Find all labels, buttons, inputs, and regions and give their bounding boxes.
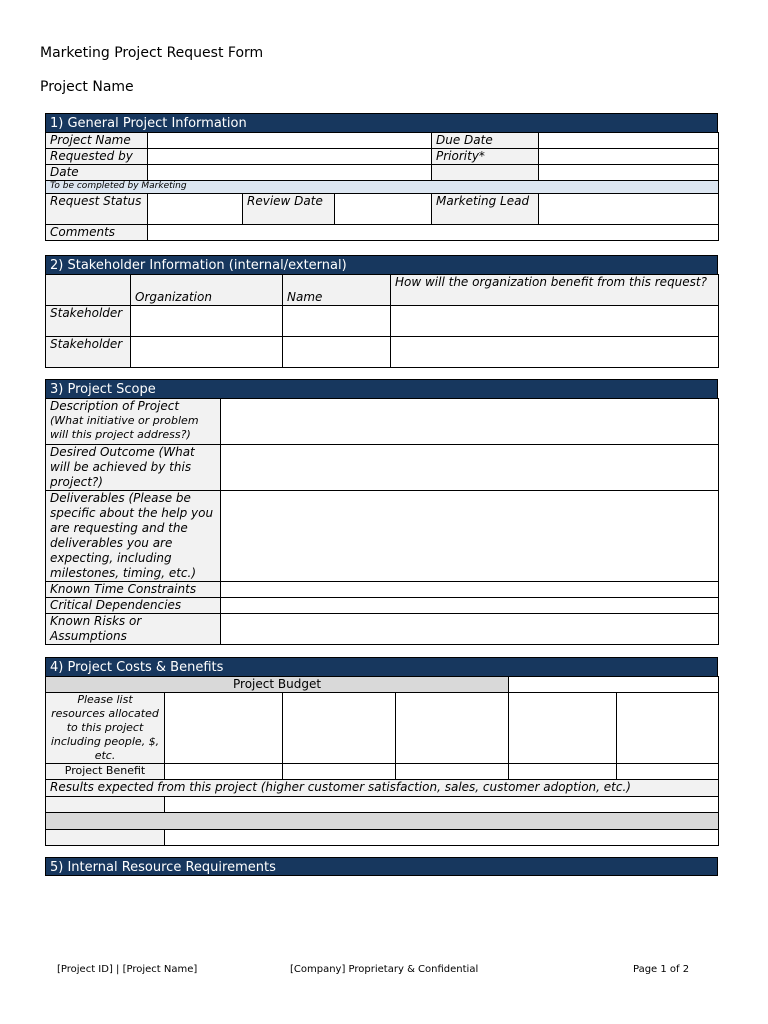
project-name-field[interactable] <box>148 133 432 149</box>
benefit-field[interactable] <box>391 306 719 337</box>
benefit-field[interactable] <box>391 337 719 368</box>
benefit-field[interactable] <box>396 764 509 780</box>
resource-field[interactable] <box>617 693 719 764</box>
section-header: 5) Internal Resource Requirements <box>45 857 718 876</box>
dependencies-field[interactable] <box>221 598 719 614</box>
costs-table <box>45 676 719 846</box>
requested-by-field[interactable] <box>148 149 432 165</box>
project-name-heading: Project Name <box>40 79 134 95</box>
separator-row <box>46 813 719 830</box>
name-field[interactable] <box>283 306 391 337</box>
section-internal-resources <box>45 857 718 876</box>
results-field[interactable] <box>165 797 719 813</box>
dependencies-label: Critical Dependencies <box>46 598 221 614</box>
time-constraints-field[interactable] <box>221 582 719 598</box>
project-name-label: Project Name <box>46 133 148 149</box>
results-label-cell <box>46 830 165 846</box>
resource-field[interactable] <box>396 693 509 764</box>
section-general-info <box>45 113 718 241</box>
results-field[interactable] <box>165 830 719 846</box>
comments-field[interactable] <box>148 225 719 241</box>
description-label <box>46 399 221 445</box>
review-date-label: Review Date <box>243 194 335 225</box>
due-date-label: Due Date <box>432 133 539 149</box>
section-project-scope <box>45 379 718 645</box>
priority-label: Priority* <box>432 149 539 165</box>
benefit-field[interactable] <box>617 764 719 780</box>
time-constraints-label: Known Time Constraints <box>46 582 221 598</box>
empty-field[interactable] <box>539 165 719 181</box>
date-label: Date <box>46 165 148 181</box>
empty-cell <box>432 165 539 181</box>
benefit-field[interactable] <box>165 764 283 780</box>
footer-confidential: [Company] Proprietary & Confidential <box>290 964 479 975</box>
risks-label: Known Risks or Assumptions <box>46 614 221 645</box>
resource-field[interactable] <box>165 693 283 764</box>
description-sub: (What initiative or problem will this project address?) <box>50 414 199 441</box>
desired-outcome-field[interactable] <box>221 445 719 491</box>
due-date-field[interactable] <box>539 133 719 149</box>
request-status-field[interactable] <box>148 194 243 225</box>
section-header: 2) Stakeholder Information (internal/external) <box>45 255 718 274</box>
priority-field[interactable] <box>539 149 719 165</box>
review-date-field[interactable] <box>335 194 432 225</box>
general-info-table <box>45 132 719 241</box>
name-field[interactable] <box>283 337 391 368</box>
resource-field[interactable] <box>509 693 617 764</box>
results-label-cell <box>46 797 165 813</box>
resource-field[interactable] <box>283 693 396 764</box>
marketing-lead-field[interactable] <box>539 194 719 225</box>
organization-field[interactable] <box>131 306 283 337</box>
benefit-field[interactable] <box>509 764 617 780</box>
description-main: Description of Project <box>50 399 180 413</box>
stakeholder-label: Stakeholder <box>46 337 131 368</box>
description-field[interactable] <box>221 399 719 445</box>
corner-cell <box>46 275 131 306</box>
stakeholder-label: Stakeholder <box>46 306 131 337</box>
document-title: Marketing Project Request Form <box>40 45 264 61</box>
name-header: Name <box>283 275 391 306</box>
deliverables-field[interactable] <box>221 491 719 582</box>
comments-label: Comments <box>46 225 148 241</box>
results-expected-label: Results expected from this project (higher customer satisfaction, sales, customer adoption, etc.) <box>46 780 719 797</box>
organization-header: Organization <box>131 275 283 306</box>
stakeholder-table <box>45 274 719 368</box>
marketing-note: To be completed by Marketing <box>46 181 719 194</box>
deliverables-label: Deliverables (Please be specific about the help you are requesting and the deliverables you are expecting, including milestones, timing, etc.) <box>46 491 221 582</box>
resources-label: Please list resources allocated to this project including people, $, etc. <box>46 693 165 764</box>
risks-field[interactable] <box>221 614 719 645</box>
section-header: 3) Project Scope <box>45 379 718 398</box>
request-status-label: Request Status <box>46 194 148 225</box>
footer-project-id: [Project ID] | [Project Name] <box>57 964 198 975</box>
footer-page-number: Page 1 of 2 <box>633 964 690 975</box>
section-header: 4) Project Costs & Benefits <box>45 657 718 676</box>
marketing-lead-label: Marketing Lead <box>432 194 539 225</box>
project-benefit-label: Project Benefit <box>46 764 165 780</box>
project-budget-header: Project Budget <box>46 677 509 693</box>
requested-by-label: Requested by <box>46 149 148 165</box>
section-stakeholder-info <box>45 255 718 368</box>
desired-outcome-label: Desired Outcome (What will be achieved by this project?) <box>46 445 221 491</box>
date-field[interactable] <box>148 165 432 181</box>
scope-table <box>45 398 719 645</box>
section-costs-benefits <box>45 657 718 846</box>
organization-field[interactable] <box>131 337 283 368</box>
project-budget-field[interactable] <box>509 677 719 693</box>
benefit-header: How will the organization benefit from this request? <box>391 275 719 306</box>
section-header: 1) General Project Information <box>45 113 718 132</box>
benefit-field[interactable] <box>283 764 396 780</box>
